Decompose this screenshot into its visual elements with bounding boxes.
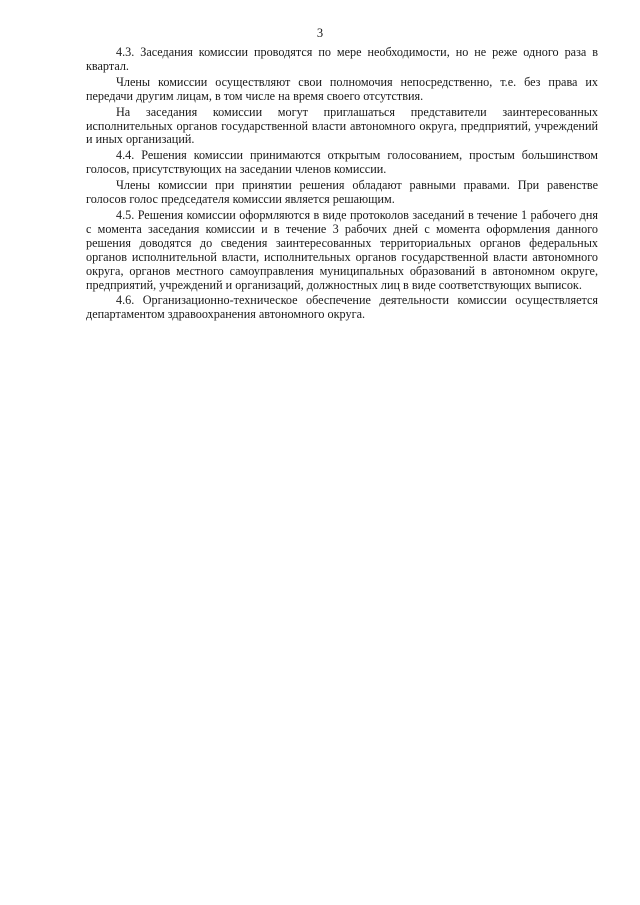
paragraph-4-5: 4.5. Решения комиссии оформляются в виде протоколов заседаний в течение 1 рабочего дня с момента заседания комиссии и в течение 3 рабочих дней с момента оформления данного решения доводятся до сведения заинтересованных территориальных органов федеральных органов исполнительной власти, исполнительных органов государственной власти автономного округа, органов местного самоуправления муниципальных образований в автономном округе, предприятий, учреждений и организаций, должностных лиц в виде соответствующих выписок. <box>86 207 598 292</box>
paragraph-4-4: 4.4. Решения комиссии принимаются открытым голосованием, простым большинством голосов, присутствующих на заседании членов комиссии. <box>86 148 598 177</box>
paragraph-equal-rights: Члены комиссии при принятии решения обладают равными правами. При равенстве голосов голос председателя комиссии является решающим. <box>86 178 598 207</box>
page-number: 3 <box>316 26 324 40</box>
paragraph-4-6: 4.6. Организационно-техническое обеспечение деятельности комиссии осуществляется департаментом здравоохранения автономного округа. <box>86 293 598 322</box>
paragraph-4-3: 4.3. Заседания комиссии проводятся по мере необходимости, но не реже одного раза в квартал. <box>86 45 598 73</box>
document-body <box>86 46 598 324</box>
paragraph-members-powers: Члены комиссии осуществляют свои полномочия непосредственно, т.е. без права их передачи другим лицам, в том числе на время своего отсутствия. <box>86 74 598 103</box>
paragraph-invited-representatives: На заседания комиссии могут приглашаться представители заинтересованных исполнительных органов государственной власти автономного округа, предприятий, учреждений и иных организаций. <box>86 104 598 147</box>
